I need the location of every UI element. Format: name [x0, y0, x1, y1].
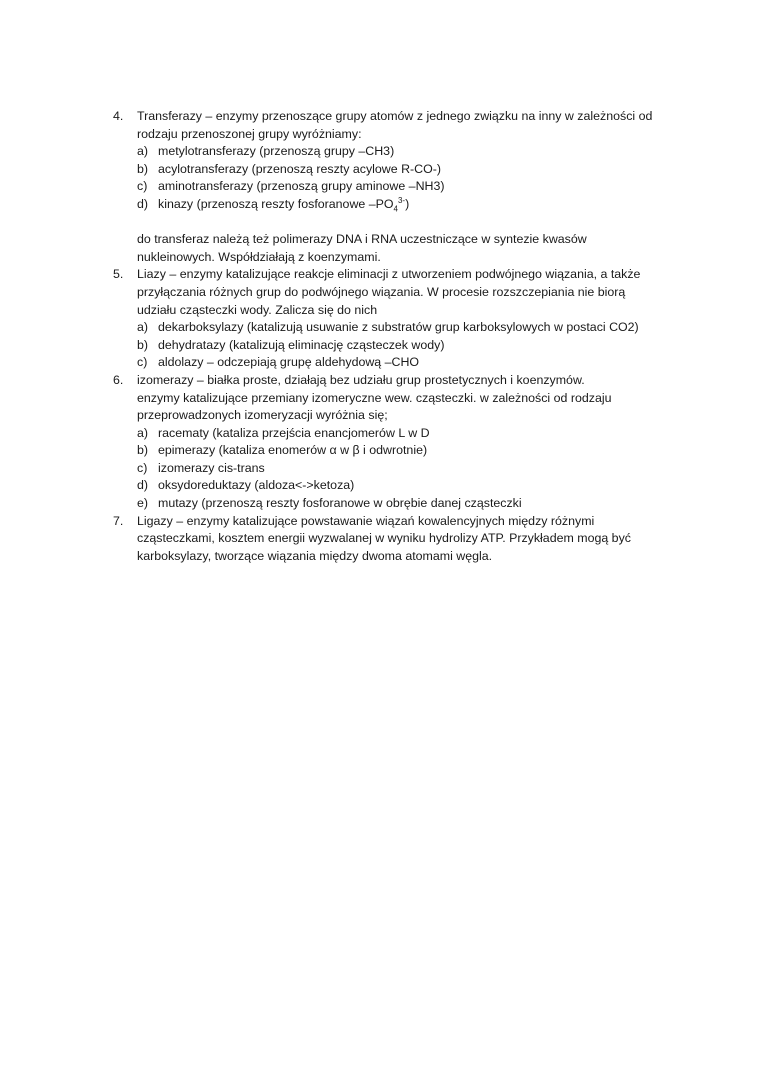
- sub-item: [137, 477, 673, 495]
- list-item-ligazy: [113, 513, 673, 566]
- list-number: 4.: [113, 109, 124, 123]
- text-line: udziału cząsteczki wody. Zalicza się do nich: [137, 302, 378, 317]
- sub-item: [137, 178, 673, 196]
- sub-item: [137, 354, 673, 372]
- sub-item: [137, 442, 673, 460]
- list-number: 6.: [113, 372, 124, 387]
- sub-item-text-end: ): [405, 196, 410, 211]
- text-line: enzymy katalizujące przemiany izomeryczne wew. cząsteczki. w zależności od rodzaju: [137, 390, 612, 405]
- sub-item-letter: d): [137, 196, 149, 211]
- sub-item: [137, 143, 673, 161]
- sub-item-letter: c): [137, 355, 148, 370]
- list-number: 7.: [113, 513, 124, 528]
- text-line: Liazy – enzymy katalizujące reakcje eliminacji z utworzeniem podwójnego wiązania, a także: [137, 267, 641, 282]
- sub-item-text: metylotransferazy (przenoszą grupy –CH3): [158, 144, 395, 159]
- text-line: cząsteczkami, kosztem energii wyzwalanej w wyniku hydrolizy ATP. Przykładem mogą być: [137, 531, 631, 546]
- text-line: Ligazy – enzymy katalizujące powstawanie wiązań kowalencyjnych między różnymi: [137, 513, 595, 528]
- text-line: Transferazy – enzymy przenoszące grupy atomów z jednego związku na inny w zależności od: [137, 109, 653, 123]
- sub-item-text: aldolazy – odczepiają grupę aldehydową –CHO: [158, 355, 420, 370]
- text-line: do transferaz należą też polimerazy DNA i RNA uczestniczące w syntezie kwasów: [137, 232, 587, 247]
- sub-item-text: racematy (kataliza przejścia enancjomerów L w D: [158, 425, 430, 440]
- text-line: przeprowadzonych izomeryzacji wyróżnia się;: [137, 408, 388, 423]
- superscript: 3-: [397, 195, 406, 205]
- sub-item: [137, 495, 673, 513]
- list-number: 5.: [113, 267, 124, 282]
- sub-item-text: kinazy (przenoszą reszty fosforanowe –PO: [158, 196, 394, 211]
- text-line: karboksylazy, tworzące wiązania między dwoma atomami węgla.: [137, 548, 493, 563]
- sub-item: [137, 425, 673, 443]
- text-line: przyłączania różnych grup do podwójnego wiązania. W procesie rozszczepiania nie biorą: [137, 284, 626, 299]
- sub-item-text: mutazy (przenoszą reszty fosforanowe w obrębie danej cząsteczki: [158, 496, 522, 511]
- list-item-liazy: [113, 266, 673, 372]
- sub-item-letter: b): [137, 161, 149, 176]
- sub-item-text: epimerazy (kataliza enomerów α w β i odwrotnie): [158, 443, 428, 458]
- sub-item: [137, 161, 673, 179]
- sub-item-letter: c): [137, 460, 148, 475]
- sub-item-letter: a): [137, 425, 149, 440]
- sub-item-text: dehydratazy (katalizują eliminację cząsteczek wody): [158, 337, 445, 352]
- sub-item-letter: a): [137, 320, 149, 335]
- sub-item-letter: d): [137, 478, 149, 493]
- text-line: izomerazy – białka proste, działają bez udziału grup prostetycznych i koenzymów.: [137, 372, 585, 387]
- sub-item-text: aminotransferazy (przenoszą grupy aminowe –NH3): [158, 179, 445, 194]
- sub-item-letter: a): [137, 144, 149, 159]
- text-line: rodzaju przenoszonej grupy wyróżniamy:: [137, 126, 362, 141]
- sub-item: [137, 337, 673, 355]
- sub-item-text: acylotransferazy (przenoszą reszty acylowe R-CO-): [158, 161, 442, 176]
- sub-item-text: izomerazy cis-trans: [158, 460, 265, 475]
- sub-item-text: oksydoreduktazy (aldoza<->ketoza): [158, 478, 355, 493]
- sub-item-letter: b): [137, 443, 149, 458]
- text-line: nukleinowych. Współdziałają z koenzymami.: [137, 249, 381, 264]
- blank-line: [137, 214, 673, 232]
- sub-item: [137, 460, 673, 478]
- sub-item-text: dekarboksylazy (katalizują usuwanie z substratów grup karboksylowych w postaci CO2): [158, 320, 639, 335]
- list-item-izomerazy: [113, 372, 673, 513]
- sub-item-letter: b): [137, 337, 149, 352]
- document-content: [113, 108, 673, 565]
- list-item-transferazy: [113, 108, 673, 266]
- subscript: 4: [393, 204, 398, 214]
- sub-item-letter: c): [137, 179, 148, 194]
- sub-item: [137, 319, 673, 337]
- sub-item: [137, 196, 673, 214]
- sub-item-letter: e): [137, 496, 149, 511]
